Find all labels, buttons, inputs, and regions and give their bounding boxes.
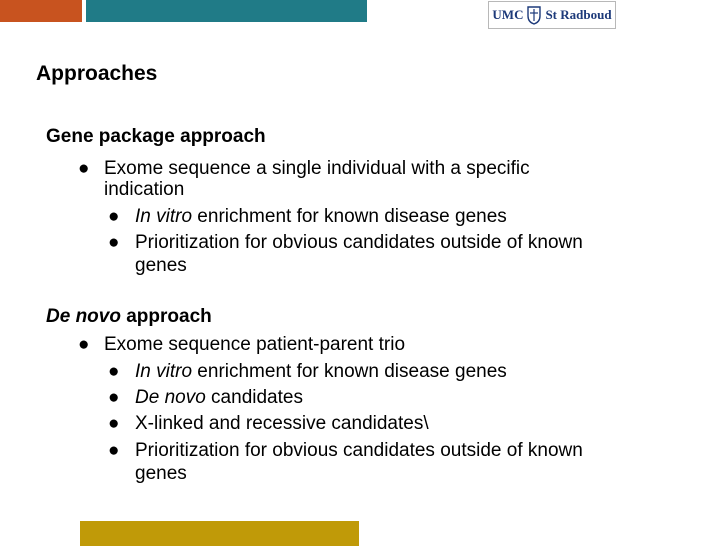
sub-list-item-text [135,360,507,384]
orange-header-bar [0,0,82,22]
sub-list-item-rest: enrichment for known disease genes [192,206,507,227]
logo-radboud-text: St Radboud [545,7,612,22]
sub-list-item-text: Prioritization for obvious candidates outside of known [135,232,583,253]
italic-term: De novo [46,306,121,327]
gold-footer-bar [80,521,359,546]
section-heading-de-novo [46,306,212,328]
logo-umc-text: UMC [492,7,524,22]
bullet-icon: ● [108,232,120,253]
list-item-text: Exome sequence patient-parent trio [104,334,406,355]
italic-term: In vitro [135,361,193,382]
bullet-icon: ● [108,440,120,461]
bullet-icon: ● [108,361,120,382]
sub-list-item-rest: enrichment for known disease genes [192,361,507,382]
italic-term: In vitro [135,206,193,227]
bullet-icon: ● [78,158,90,179]
bullet-icon: ● [108,206,120,227]
bullet-icon: ● [108,413,120,434]
slide-title: Approaches [36,62,158,85]
teal-header-bar [86,0,367,22]
sub-list-item-text [135,386,303,410]
sub-list-item-text: X-linked and recessive candidates\ [135,413,429,434]
bullet-icon: ● [108,387,120,408]
umc-st-radboud-logo [488,1,616,29]
bullet-icon: ● [78,334,90,355]
sub-list-item-text: genes [135,255,187,276]
list-item-text: Exome sequence a single individual with a specific [104,158,530,179]
section-heading-rest: approach [120,306,212,327]
sub-list-item-rest: candidates [205,387,303,408]
sub-list-item-text: Prioritization for obvious candidates outside of known [135,440,583,461]
crest-icon [527,5,541,25]
italic-term: De novo [135,387,206,408]
section-heading-gene-package: Gene package approach [46,126,266,147]
sub-list-item-text: genes [135,463,187,484]
sub-list-item-text [135,205,507,229]
list-item-text: indication [104,179,185,200]
